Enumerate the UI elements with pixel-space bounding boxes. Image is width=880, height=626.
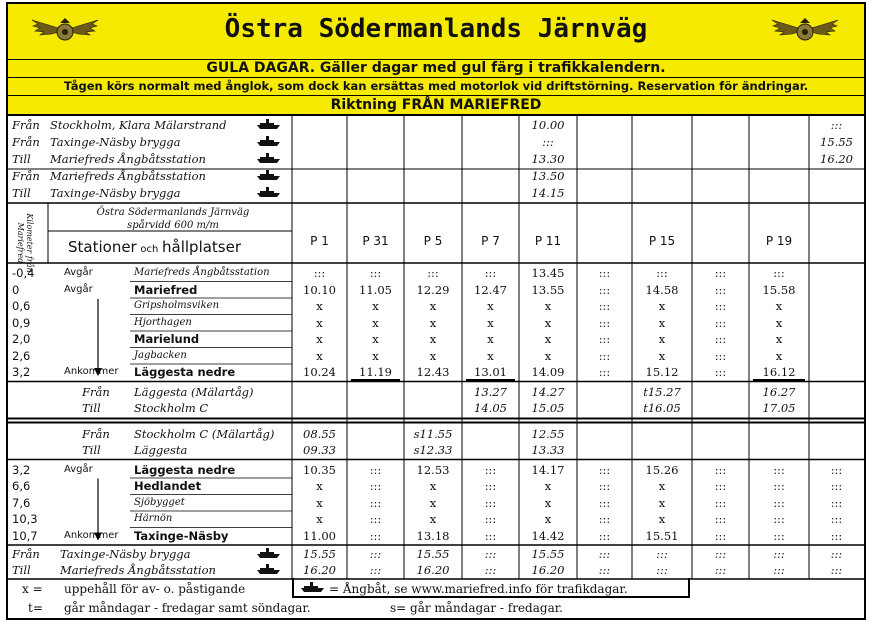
time-cell: x [429, 315, 437, 330]
time-cell: 08.55 [303, 426, 336, 441]
time-cell: ::: [714, 547, 727, 561]
km-value: 3,2 [12, 365, 31, 379]
time-cell: x [658, 299, 666, 313]
legend-x-key: x = [22, 582, 43, 596]
time-cell: ::: [484, 479, 497, 493]
train-number: P 15 [648, 234, 676, 248]
boat-dir: Till [12, 563, 31, 577]
time-cell: 16.20 [416, 563, 450, 577]
time-cell: t15.27 [643, 384, 681, 399]
steamboat-icon [254, 117, 283, 131]
conn-place: Stockholm C (Mälartåg) [134, 426, 275, 441]
station-name: Gripsholmsviken [134, 300, 220, 311]
time-cell: x [316, 348, 323, 363]
time-cell: 15.05 [531, 400, 565, 415]
station-name: Läggesta nedre [134, 462, 236, 477]
km-value: 6,6 [12, 479, 31, 493]
km-value: 2,6 [12, 348, 31, 363]
time-cell: ::: [714, 332, 727, 346]
km-value: 3,2 [12, 462, 31, 477]
time-cell: 12.43 [416, 365, 450, 379]
time-cell: x [544, 479, 552, 493]
station-name: Hjorthagen [134, 316, 192, 328]
time-cell: ::: [598, 299, 611, 313]
station-name: Läggesta nedre [134, 365, 236, 379]
time-cell: ::: [598, 365, 611, 379]
time-cell: x [658, 479, 666, 493]
time-cell: ::: [484, 462, 497, 477]
time-cell: 15.51 [645, 528, 679, 543]
conn-dir: Till [82, 400, 101, 415]
time-cell: ::: [598, 495, 611, 510]
time-cell: ::: [484, 495, 497, 510]
legend-t-text: går måndagar - fredagar samt söndagar. [64, 601, 311, 615]
time-cell: 16.20 [303, 563, 336, 577]
time-cell: x [487, 315, 494, 330]
time-cell: 13.18 [416, 528, 450, 543]
time-cell: x [544, 315, 552, 330]
time-cell: x [775, 315, 783, 330]
och-word: och [140, 244, 159, 255]
time-cell: ::: [427, 266, 439, 280]
train-number: P 31 [362, 234, 389, 248]
time-cell: ::: [369, 528, 382, 543]
action-label: Avgår [64, 283, 93, 295]
time-cell: 10.10 [303, 282, 336, 297]
time-cell: ::: [830, 512, 843, 526]
time-cell: x [429, 299, 437, 313]
time-cell: ::: [369, 495, 382, 510]
time-cell: x [372, 315, 379, 330]
time-cell: x [658, 315, 666, 330]
time-cell: 14.58 [645, 282, 679, 297]
time-cell: 11.05 [359, 282, 392, 297]
time-cell: 15.55 [416, 547, 450, 561]
time-cell: ::: [598, 332, 611, 346]
time-cell: ::: [830, 462, 843, 477]
time-cell: ::: [714, 299, 727, 313]
time-cell: x [775, 348, 783, 363]
boat-place: Taxinge-Näsby brygga [50, 186, 181, 200]
time-cell: 14.09 [531, 365, 565, 379]
time-cell: ::: [369, 266, 382, 280]
time-cell: ::: [830, 547, 843, 561]
time-cell: x [316, 332, 323, 346]
time-cell: 15.12 [645, 365, 679, 379]
time-cell: 10.35 [303, 462, 336, 477]
time-cell: 13.27 [474, 384, 507, 399]
train-number: P 7 [481, 234, 500, 248]
station-name: Hedlandet [134, 479, 202, 493]
time-cell: ::: [714, 563, 727, 577]
time-cell: x [658, 348, 666, 363]
time-cell: ::: [773, 462, 785, 477]
railway-name: Östra Södermanlands Järnväg [96, 207, 250, 218]
conn-dir: Från [82, 426, 110, 441]
time-cell: ::: [830, 528, 843, 543]
hallplatser-word: hållplatser [162, 238, 242, 256]
station-name: Jagbacken [134, 349, 187, 361]
action-label: Ankommer [64, 366, 119, 377]
time-cell: ::: [656, 266, 668, 280]
km-value: 10,7 [12, 528, 38, 543]
time-cell: ::: [598, 528, 611, 543]
time-cell: x [316, 479, 323, 493]
time-cell: ::: [773, 563, 785, 577]
conn-place: Läggesta [134, 442, 188, 457]
time-cell: x [775, 299, 783, 313]
time-cell: 11.00 [303, 528, 336, 543]
time-cell: ::: [598, 479, 611, 493]
timetable-grid [8, 116, 864, 596]
page-title: Östra Södermanlands Järnväg [224, 14, 648, 44]
time-cell: ::: [369, 547, 382, 561]
time-cell: ::: [714, 528, 727, 543]
time-cell: ::: [484, 563, 497, 577]
time-cell: s11.55 [413, 426, 453, 441]
time-cell: x [429, 348, 437, 363]
time-cell: s12.33 [413, 442, 453, 457]
time-cell: x [429, 512, 437, 526]
time-cell: 13.01 [474, 365, 507, 379]
time-cell: ::: [773, 547, 785, 561]
time-cell: 13.33 [531, 442, 565, 457]
time-cell: 13.45 [531, 266, 565, 280]
time-cell: ::: [714, 282, 727, 297]
time-cell: ::: [773, 512, 785, 526]
time-cell: 14.42 [531, 528, 565, 543]
legend-boat-text: = Ångbåt, se www.mariefred.info för trafikdagar. [329, 582, 628, 596]
time-cell: ::: [369, 479, 382, 493]
train-number: P 19 [765, 234, 793, 248]
time-cell: x [316, 315, 323, 330]
time-cell: ::: [598, 348, 611, 363]
legend-x-text: uppehåll för av- o. påstigande [64, 582, 246, 596]
legend-t-key: t= [28, 601, 43, 615]
time-cell: 15.55 [531, 547, 565, 561]
time-cell: ::: [598, 266, 611, 280]
time-cell: ::: [656, 547, 668, 561]
station-name: Mariefred [134, 282, 198, 297]
action-label: Ankommer [64, 529, 119, 541]
time-cell: ::: [484, 528, 497, 543]
legend-s-text: s= går måndagar - fredagar. [390, 601, 563, 615]
time-cell: ::: [714, 512, 727, 526]
conn-dir: Till [82, 442, 101, 457]
time-cell: x [429, 495, 437, 510]
time-cell: 13.30 [531, 152, 565, 166]
time-cell: ::: [598, 563, 611, 577]
steamboat-icon [254, 151, 283, 165]
time-cell: 13.55 [531, 282, 565, 297]
time-cell: ::: [714, 479, 727, 493]
time-cell: x [658, 495, 666, 510]
time-cell: x [658, 512, 666, 526]
time-cell: ::: [773, 479, 785, 493]
time-cell: ::: [598, 315, 611, 330]
time-cell: ::: [484, 266, 497, 280]
boat-place: Stockholm, Klara Mälarstrand [50, 118, 227, 132]
steamboat-icon [298, 580, 327, 594]
time-cell: 12.55 [531, 426, 565, 441]
time-cell: x [316, 495, 323, 510]
time-cell: ::: [484, 512, 497, 526]
km-value: 7,6 [12, 495, 31, 510]
time-cell: 16.20 [820, 152, 853, 166]
time-cell: ::: [598, 282, 611, 297]
time-cell: x [544, 332, 552, 346]
time-cell: ::: [369, 563, 382, 577]
time-cell: 16.27 [762, 384, 796, 399]
km-value: 0 [12, 282, 20, 297]
time-cell: x [544, 495, 552, 510]
time-cell: ::: [773, 528, 785, 543]
time-cell: 11.19 [359, 365, 392, 379]
time-cell: x [775, 332, 783, 346]
time-cell: 14.17 [531, 462, 565, 477]
time-cell: ::: [656, 563, 668, 577]
time-cell: x [429, 479, 437, 493]
conn-place: Stockholm C [134, 400, 209, 415]
stations-word: Stationer [68, 238, 137, 256]
steamboat-icon [254, 168, 283, 182]
stations-heading [68, 240, 241, 257]
time-cell: x [658, 332, 666, 346]
time-cell: 15.55 [303, 547, 336, 561]
boat-dir: Till [12, 152, 31, 166]
time-cell: ::: [484, 547, 497, 561]
km-value: 10,3 [12, 512, 38, 526]
time-cell: ::: [598, 512, 611, 526]
time-cell: ::: [542, 135, 554, 149]
station-name: Härnön [134, 513, 173, 524]
conn-place: Läggesta (Mälartåg) [134, 384, 254, 399]
train-number: P 11 [534, 234, 562, 248]
action-label: Avgår [64, 463, 93, 475]
time-cell: ::: [830, 479, 843, 493]
time-cell: ::: [830, 495, 843, 510]
time-cell: x [544, 299, 552, 313]
km-value: -0,4 [12, 266, 35, 280]
time-cell: 14.05 [474, 400, 507, 415]
time-cell: 17.05 [762, 400, 796, 415]
time-cell: 15.26 [645, 462, 679, 477]
steam-note-line: Tågen körs normalt med ånglok, som dock kan ersättas med motorlok vid driftstörning. Reservation för ändringar. [8, 78, 864, 96]
station-name: Marielund [134, 332, 200, 346]
time-cell: ::: [714, 462, 727, 477]
time-cell: x [429, 332, 437, 346]
boat-dir: Från [12, 169, 40, 183]
time-cell: 10.00 [531, 118, 565, 132]
boat-place: Mariefreds Ångbåtsstation [50, 152, 206, 166]
boat-dir: Från [12, 118, 40, 132]
time-cell: 10.24 [303, 365, 336, 379]
action-label: Avgår [64, 267, 93, 278]
time-cell: 12.47 [474, 282, 507, 297]
winged-wheel-logo-right [770, 12, 840, 48]
boat-dir: Från [12, 135, 40, 149]
steamboat-icon [254, 546, 283, 560]
timetable-frame [6, 2, 866, 620]
station-name: Mariefreds Ångbåtsstation [134, 267, 270, 278]
time-cell: ::: [773, 266, 785, 280]
time-cell: ::: [773, 495, 785, 510]
station-name: Sjöbygget [134, 496, 185, 508]
time-cell: x [487, 299, 494, 313]
direction-line: Riktning FRÅN MARIEFRED [8, 96, 864, 116]
time-cell: ::: [313, 266, 326, 280]
time-cell: 12.53 [416, 462, 450, 477]
boat-dir: Till [12, 186, 31, 200]
time-cell: x [544, 348, 552, 363]
boat-place: Taxinge-Näsby brygga [60, 547, 191, 561]
time-cell: ::: [714, 266, 727, 280]
km-value: 0,6 [12, 299, 31, 313]
time-cell: ::: [598, 547, 611, 561]
time-cell: 14.27 [531, 384, 565, 399]
time-cell: x [316, 299, 323, 313]
km-value: 0,9 [12, 315, 31, 330]
time-cell: x [487, 348, 494, 363]
time-cell: ::: [714, 365, 727, 379]
steamboat-icon [254, 134, 283, 148]
title-banner [8, 4, 864, 60]
boat-dir: Från [12, 547, 40, 561]
time-cell: 15.58 [762, 282, 796, 297]
time-cell: ::: [598, 462, 611, 477]
time-cell: ::: [714, 315, 727, 330]
km-label: Kilometer från Mariefred [16, 213, 34, 273]
train-number: P 1 [310, 234, 329, 248]
time-cell: x [372, 299, 379, 313]
boat-place: Mariefreds Ångbåtsstation [60, 563, 216, 577]
time-cell: 15.55 [820, 135, 853, 149]
gula-dagar-line: GULA DAGAR. Gäller dagar med gul färg i trafikkalendern. [8, 60, 864, 78]
train-number: P 5 [423, 234, 443, 248]
time-cell: x [544, 512, 552, 526]
time-cell: x [372, 332, 379, 346]
time-cell: t16.05 [643, 400, 681, 415]
time-cell: ::: [714, 495, 727, 510]
time-cell: ::: [830, 118, 843, 132]
time-cell: 14.15 [531, 186, 565, 200]
time-cell: 13.50 [531, 169, 565, 183]
time-cell: ::: [369, 462, 382, 477]
time-cell: x [372, 348, 379, 363]
conn-dir: Från [82, 384, 110, 399]
time-cell: ::: [714, 348, 727, 363]
boat-place: Taxinge-Näsby brygga [50, 135, 181, 149]
time-cell: x [316, 512, 323, 526]
steamboat-icon [254, 185, 283, 199]
time-cell: 12.29 [416, 282, 450, 297]
gauge-note: spårvidd 600 m/m [127, 220, 219, 231]
time-cell: 09.33 [303, 442, 336, 457]
time-cell: x [487, 332, 494, 346]
time-cell: ::: [830, 563, 843, 577]
steamboat-icon [254, 562, 283, 576]
time-cell: 16.12 [762, 365, 796, 379]
boat-place: Mariefreds Ångbåtsstation [50, 169, 206, 183]
time-cell: 16.20 [531, 563, 565, 577]
km-value: 2,0 [12, 332, 31, 346]
station-name: Taxinge-Näsby [134, 528, 229, 543]
time-cell: ::: [369, 512, 382, 526]
